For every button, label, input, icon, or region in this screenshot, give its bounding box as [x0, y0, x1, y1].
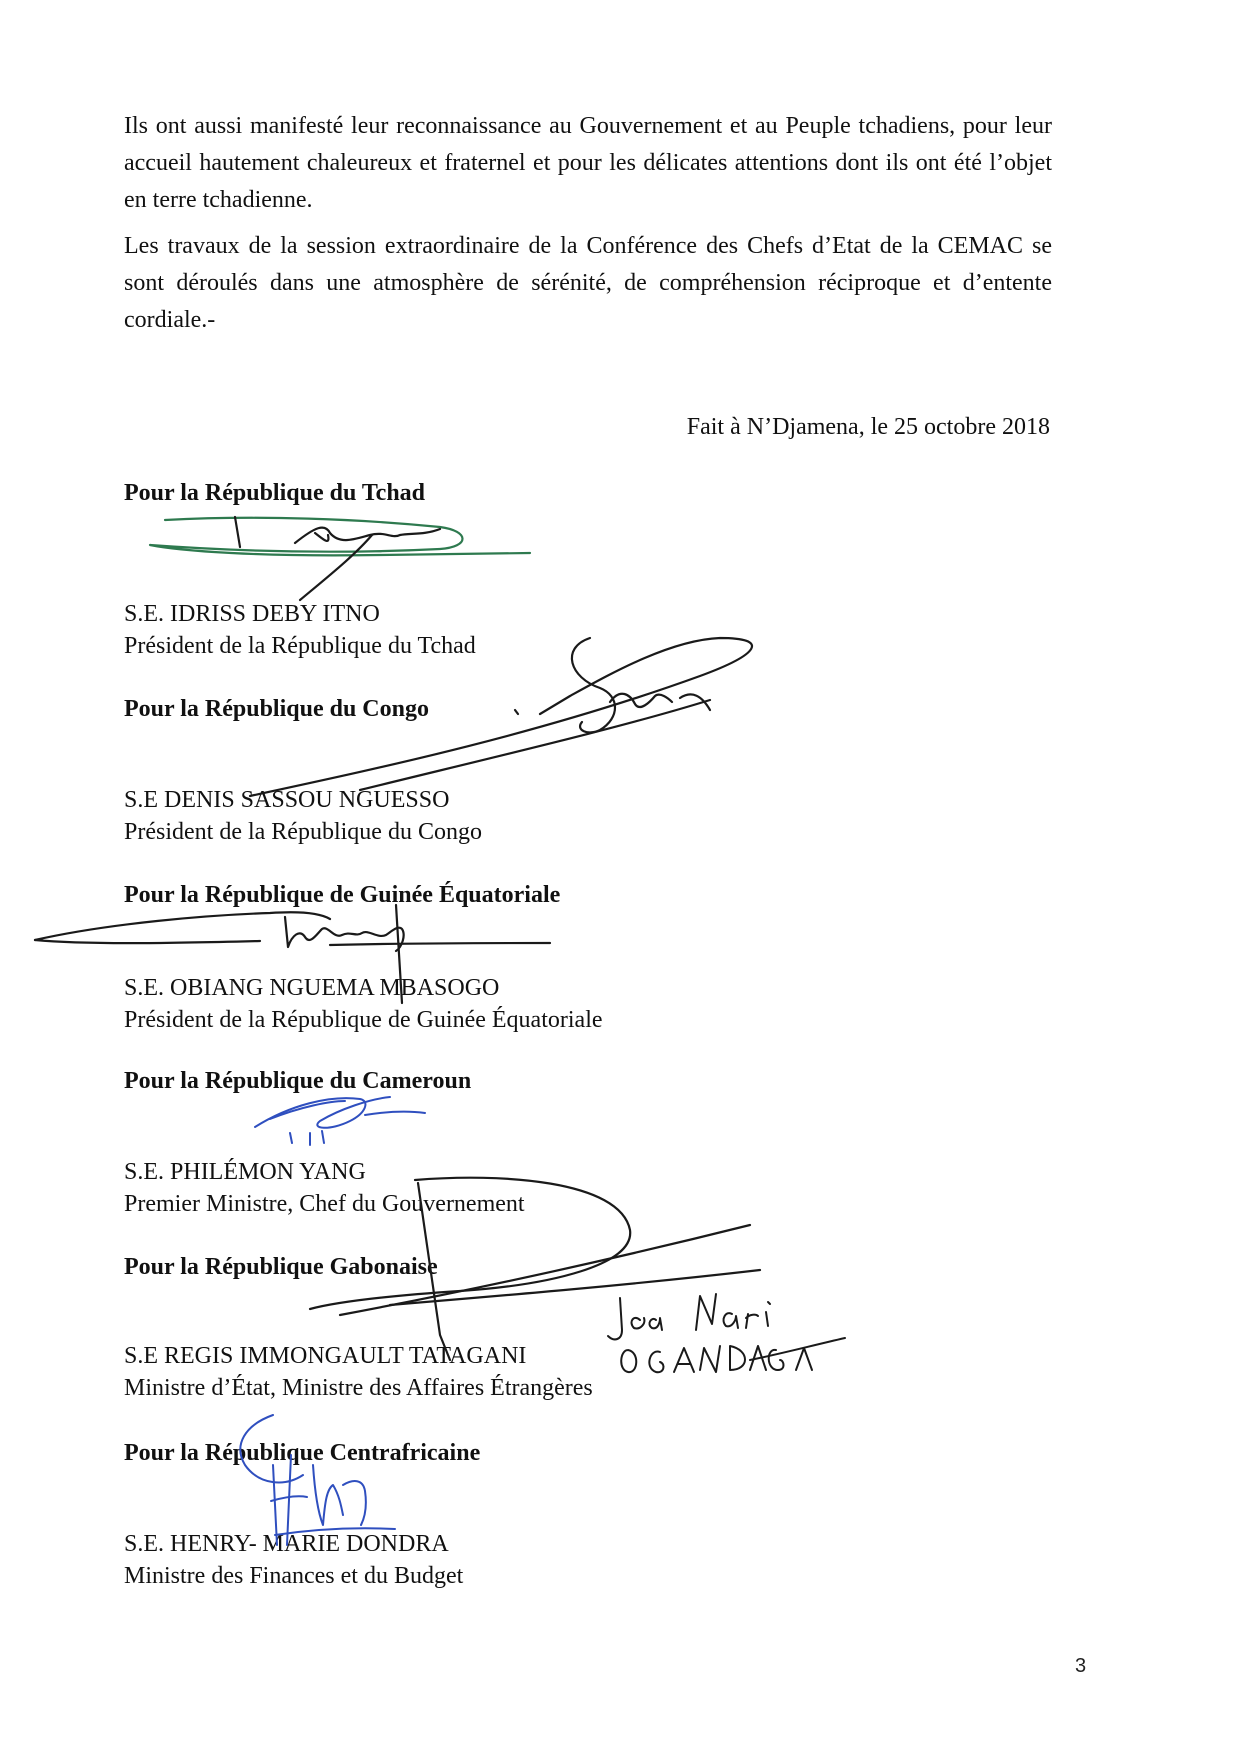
signatory-heading: Pour la République du Cameroun: [124, 1068, 472, 1094]
signatory-heading: Pour la République de Guinée Équatoriale: [124, 882, 561, 908]
signatory-name: S.E. HENRY- MARIE DONDRA: [124, 1531, 449, 1557]
signatory-title: Ministre des Finances et du Budget: [124, 1563, 464, 1589]
closing-paragraph-2: Les travaux de la session extraordinaire de la Conférence des Chefs d’Etat de la CEMAC se sont déroulés dans une atmosphère de sérénité, de compréhension réciproque et d’entente cordiale.-: [124, 233, 1052, 333]
signatory-title: Premier Ministre, Chef du Gouvernement: [124, 1191, 525, 1217]
signatory-name: S.E. OBIANG NGUEMA MBASOGO: [124, 975, 500, 1001]
signature-cameroun: [250, 1085, 440, 1155]
signatory-heading: Pour la République Centrafricaine: [124, 1440, 481, 1466]
signature-tchad: [140, 505, 540, 615]
signatory-name: S.E DENIS SASSOU NGUESSO: [124, 787, 450, 813]
closing-paragraph-1: Ils ont aussi manifesté leur reconnaissance au Gouvernement et au Peuple tchadiens, pour leur accueil hautement chaleureux et fraternel et pour les délicates attentions dont ils ont été l’objet en terre tchadienne.: [124, 113, 1052, 213]
signatory-heading: Pour la République du Tchad: [124, 480, 426, 506]
signature-congo: [240, 618, 780, 818]
page-number: 3: [1075, 1655, 1087, 1677]
handwritten-annotation-ogandaga: [600, 1290, 850, 1390]
signatory-heading: Pour la République Gabonaise: [124, 1254, 438, 1280]
signatory-title: Ministre d’État, Ministre des Affaires Étrangères: [124, 1375, 593, 1401]
signatory-title: Président de la République du Tchad: [124, 633, 476, 659]
signatory-heading: Pour la République du Congo: [124, 696, 429, 722]
place-and-date: Fait à N’Djamena, le 25 octobre 2018: [686, 414, 1050, 440]
signatory-title: Président de la République de Guinée Équatoriale: [124, 1007, 603, 1033]
signatory-name: S.E. PHILÉMON YANG: [124, 1159, 366, 1185]
signature-centrafrique: [215, 1405, 405, 1555]
signature-guinee-equatoriale: [30, 895, 570, 1005]
signatory-name: S.E. IDRISS DEBY ITNO: [124, 601, 380, 627]
signatory-title: Président de la République du Congo: [124, 819, 482, 845]
signatory-name: S.E REGIS IMMONGAULT TATAGANI: [124, 1343, 527, 1369]
